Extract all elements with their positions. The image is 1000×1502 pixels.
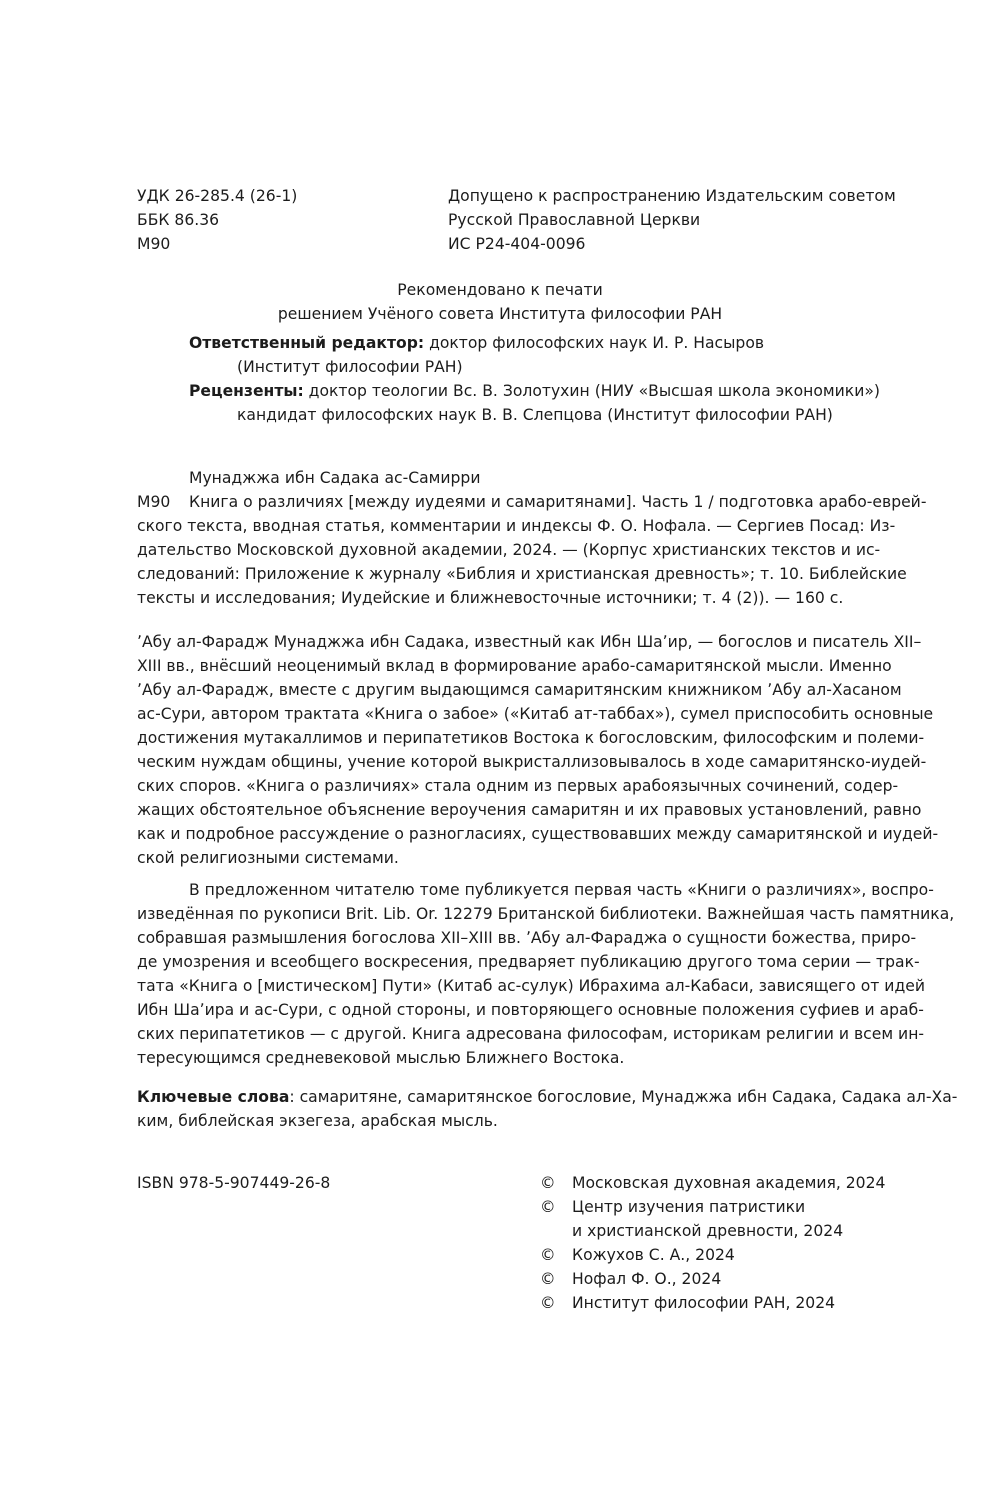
abstract-p2: [137, 902, 955, 1070]
recommendation: [137, 278, 863, 326]
isbn: ISBN 978-5-907449-26-8: [137, 1174, 331, 1192]
keywords-text: : самаритяне, самаритянское богословие, Мунаджжа ибн Садака, Садака ал-Ха-: [289, 1088, 958, 1106]
catalog-line: следований: Приложение к журналу «Библия и христианская древность»; т. 10. Библейские: [137, 565, 907, 583]
abstract-line: ʼАбу ал-Фарадж Мунаджжа ибн Садака, известный как Ибн Шаʼир, — богослов и писатель XII–: [137, 633, 922, 651]
copyright-icon: ©: [540, 1246, 556, 1264]
catalog-description: [189, 490, 927, 514]
copyright-icon: ©: [540, 1174, 556, 1192]
copyright-item: [540, 1171, 885, 1195]
catalog-line: ского текста, вводная статья, комментарии и индексы Ф. О. Нофала. — Сергиев Посад: Из-: [137, 517, 896, 535]
abstract-line: изведённая по рукописи Brit. Lib. Or. 12279 Британской библиотеки. Важнейшая часть памятника,: [137, 905, 955, 923]
classification-codes: [137, 184, 297, 256]
abstract-line: жащих обстоятельное объяснение вероучения самаритян и их правовых установлений, равно: [137, 801, 922, 819]
approval-line-1: Допущено к распространению Издательским советом: [448, 187, 896, 205]
catalog-description-cont: [137, 514, 907, 610]
copyright-holder: Центр изучения патристики: [572, 1198, 806, 1216]
abstract-line: ʼАбу ал-Фарадж, вместе с другим выдающимся самаритянским книжником ʼАбу ал-Хасаном: [137, 681, 902, 699]
reviewers-label: Рецензенты:: [189, 382, 304, 400]
copyright-item: [540, 1195, 885, 1243]
keywords-line-2: ким, библейская экзегеза, арабская мысль.: [137, 1112, 498, 1130]
catalog-line: дательство Московской духовной академии, 2024. — (Корпус христианских текстов и ис-: [137, 541, 881, 559]
abstract-line: ских перипатетиков — с другой. Книга адресована философам, историкам религии и всем ин-: [137, 1025, 925, 1043]
abstract-line: ческим нуждам общины, учение которой выкристаллизовывалось в ходе самаритянско-иудей-: [137, 753, 927, 771]
copyright-icon: ©: [540, 1198, 556, 1216]
abstract-line: ских споров. «Книга о различиях» стала одним из первых арабоязычных сочинений, содер-: [137, 777, 899, 795]
copyright-holder: Московская духовная академия, 2024: [572, 1174, 886, 1192]
recommendation-line-1: Рекомендовано к печати: [397, 281, 603, 299]
udk-code: УДК 26-285.4 (26-1): [137, 187, 298, 205]
abstract-line: как и подробное рассуждение о разногласиях, существовавших между самаритянской и иудей-: [137, 825, 939, 843]
catalog-author: Мунаджжа ибн Садака ас-Самирри: [189, 469, 481, 487]
abstract-line: де умозрения и всеобщего воскресения, предваряет публикацию другого тома серии — трак-: [137, 953, 920, 971]
copyright-icon: ©: [540, 1294, 556, 1312]
copyright-block: [540, 1171, 885, 1315]
keywords-line-1: [137, 1085, 958, 1109]
copyright-icon: ©: [540, 1270, 556, 1288]
reviewer-2: кандидат философских наук В. В. Слепцова (Институт философии РАН): [237, 406, 833, 424]
copyright-holder: Институт философии РАН, 2024: [572, 1294, 836, 1312]
approval-line-2: Русской Православной Церкви: [448, 211, 701, 229]
reviewers-line: [189, 379, 880, 403]
bbk-code: ББК 86.36: [137, 211, 220, 229]
abstract-line: В предложенном читателю томе публикуется первая часть «Книги о различиях», воспро-: [189, 881, 934, 899]
copyright-holder-cont: и христианской древности, 2024: [572, 1222, 844, 1240]
abstract-line: Ибн Шаʼира и ас-Сури, с одной стороны, и повторяющего основные положения суфиев и араб-: [137, 1001, 924, 1019]
copyright-item: [540, 1291, 885, 1315]
copyright-item: [540, 1243, 885, 1267]
abstract-line: достижения мутакаллимов и перипатетиков Востока к богословским, философским и полеми-: [137, 729, 925, 747]
approval-number: ИС Р24-404-0096: [448, 235, 586, 253]
catalog-line: тексты и исследования; Иудейские и ближневосточные источники; т. 4 (2)). — 160 с.: [137, 589, 844, 607]
abstract-line: тата «Книга о [мистическом] Пути» (Китаб ас-сулук) Ибрахима ал-Кабаси, зависящего от идей: [137, 977, 925, 995]
recommendation-line-2: решением Учёного совета Института философии РАН: [277, 305, 723, 323]
abstract-p2-first: [189, 878, 934, 902]
keywords: [137, 1085, 958, 1133]
abstract-line: ской религиозными системами.: [137, 849, 399, 867]
copyright-holder: Кожухов С. А., 2024: [572, 1246, 735, 1264]
abstract-line: ас-Сури, автором трактата «Книга о забое» («Китаб ат-таббах»), сумел приспособить основные: [137, 705, 934, 723]
abstract-line: XIII вв., внёсший неоценимый вклад в формирование арабо-самаритянской мысли. Именно: [137, 657, 892, 675]
copyright-holder: Нофал Ф. О., 2024: [572, 1270, 722, 1288]
editor-name: доктор философских наук И. Р. Насыров: [424, 334, 765, 352]
abstract-line: собравшая размышления богослова XII–XIII вв. ʼАбу ал-Фараджа о сущности божества, приро-: [137, 929, 917, 947]
editor-line: [189, 331, 880, 355]
editors-block: [189, 331, 880, 427]
copyright-item: [540, 1267, 885, 1291]
editor-label: Ответственный редактор:: [189, 334, 425, 352]
catalog-line: Книга о различиях [между иудеями и самаритянами]. Часть 1 / подготовка арабо-еврей-: [189, 493, 927, 511]
publishing-approval: [448, 184, 896, 256]
catalog-code: М90: [137, 493, 171, 511]
editor-affiliation: (Институт философии РАН): [237, 358, 463, 376]
reviewer-1: доктор теологии Вс. В. Золотухин (НИУ «Высшая школа экономики»): [303, 382, 880, 400]
keywords-label: Ключевые слова: [137, 1088, 290, 1106]
abstract: [137, 630, 939, 870]
abstract-line: тересующимся средневековой мыслью Ближнего Востока.: [137, 1049, 625, 1067]
author-mark: М90: [137, 235, 171, 253]
